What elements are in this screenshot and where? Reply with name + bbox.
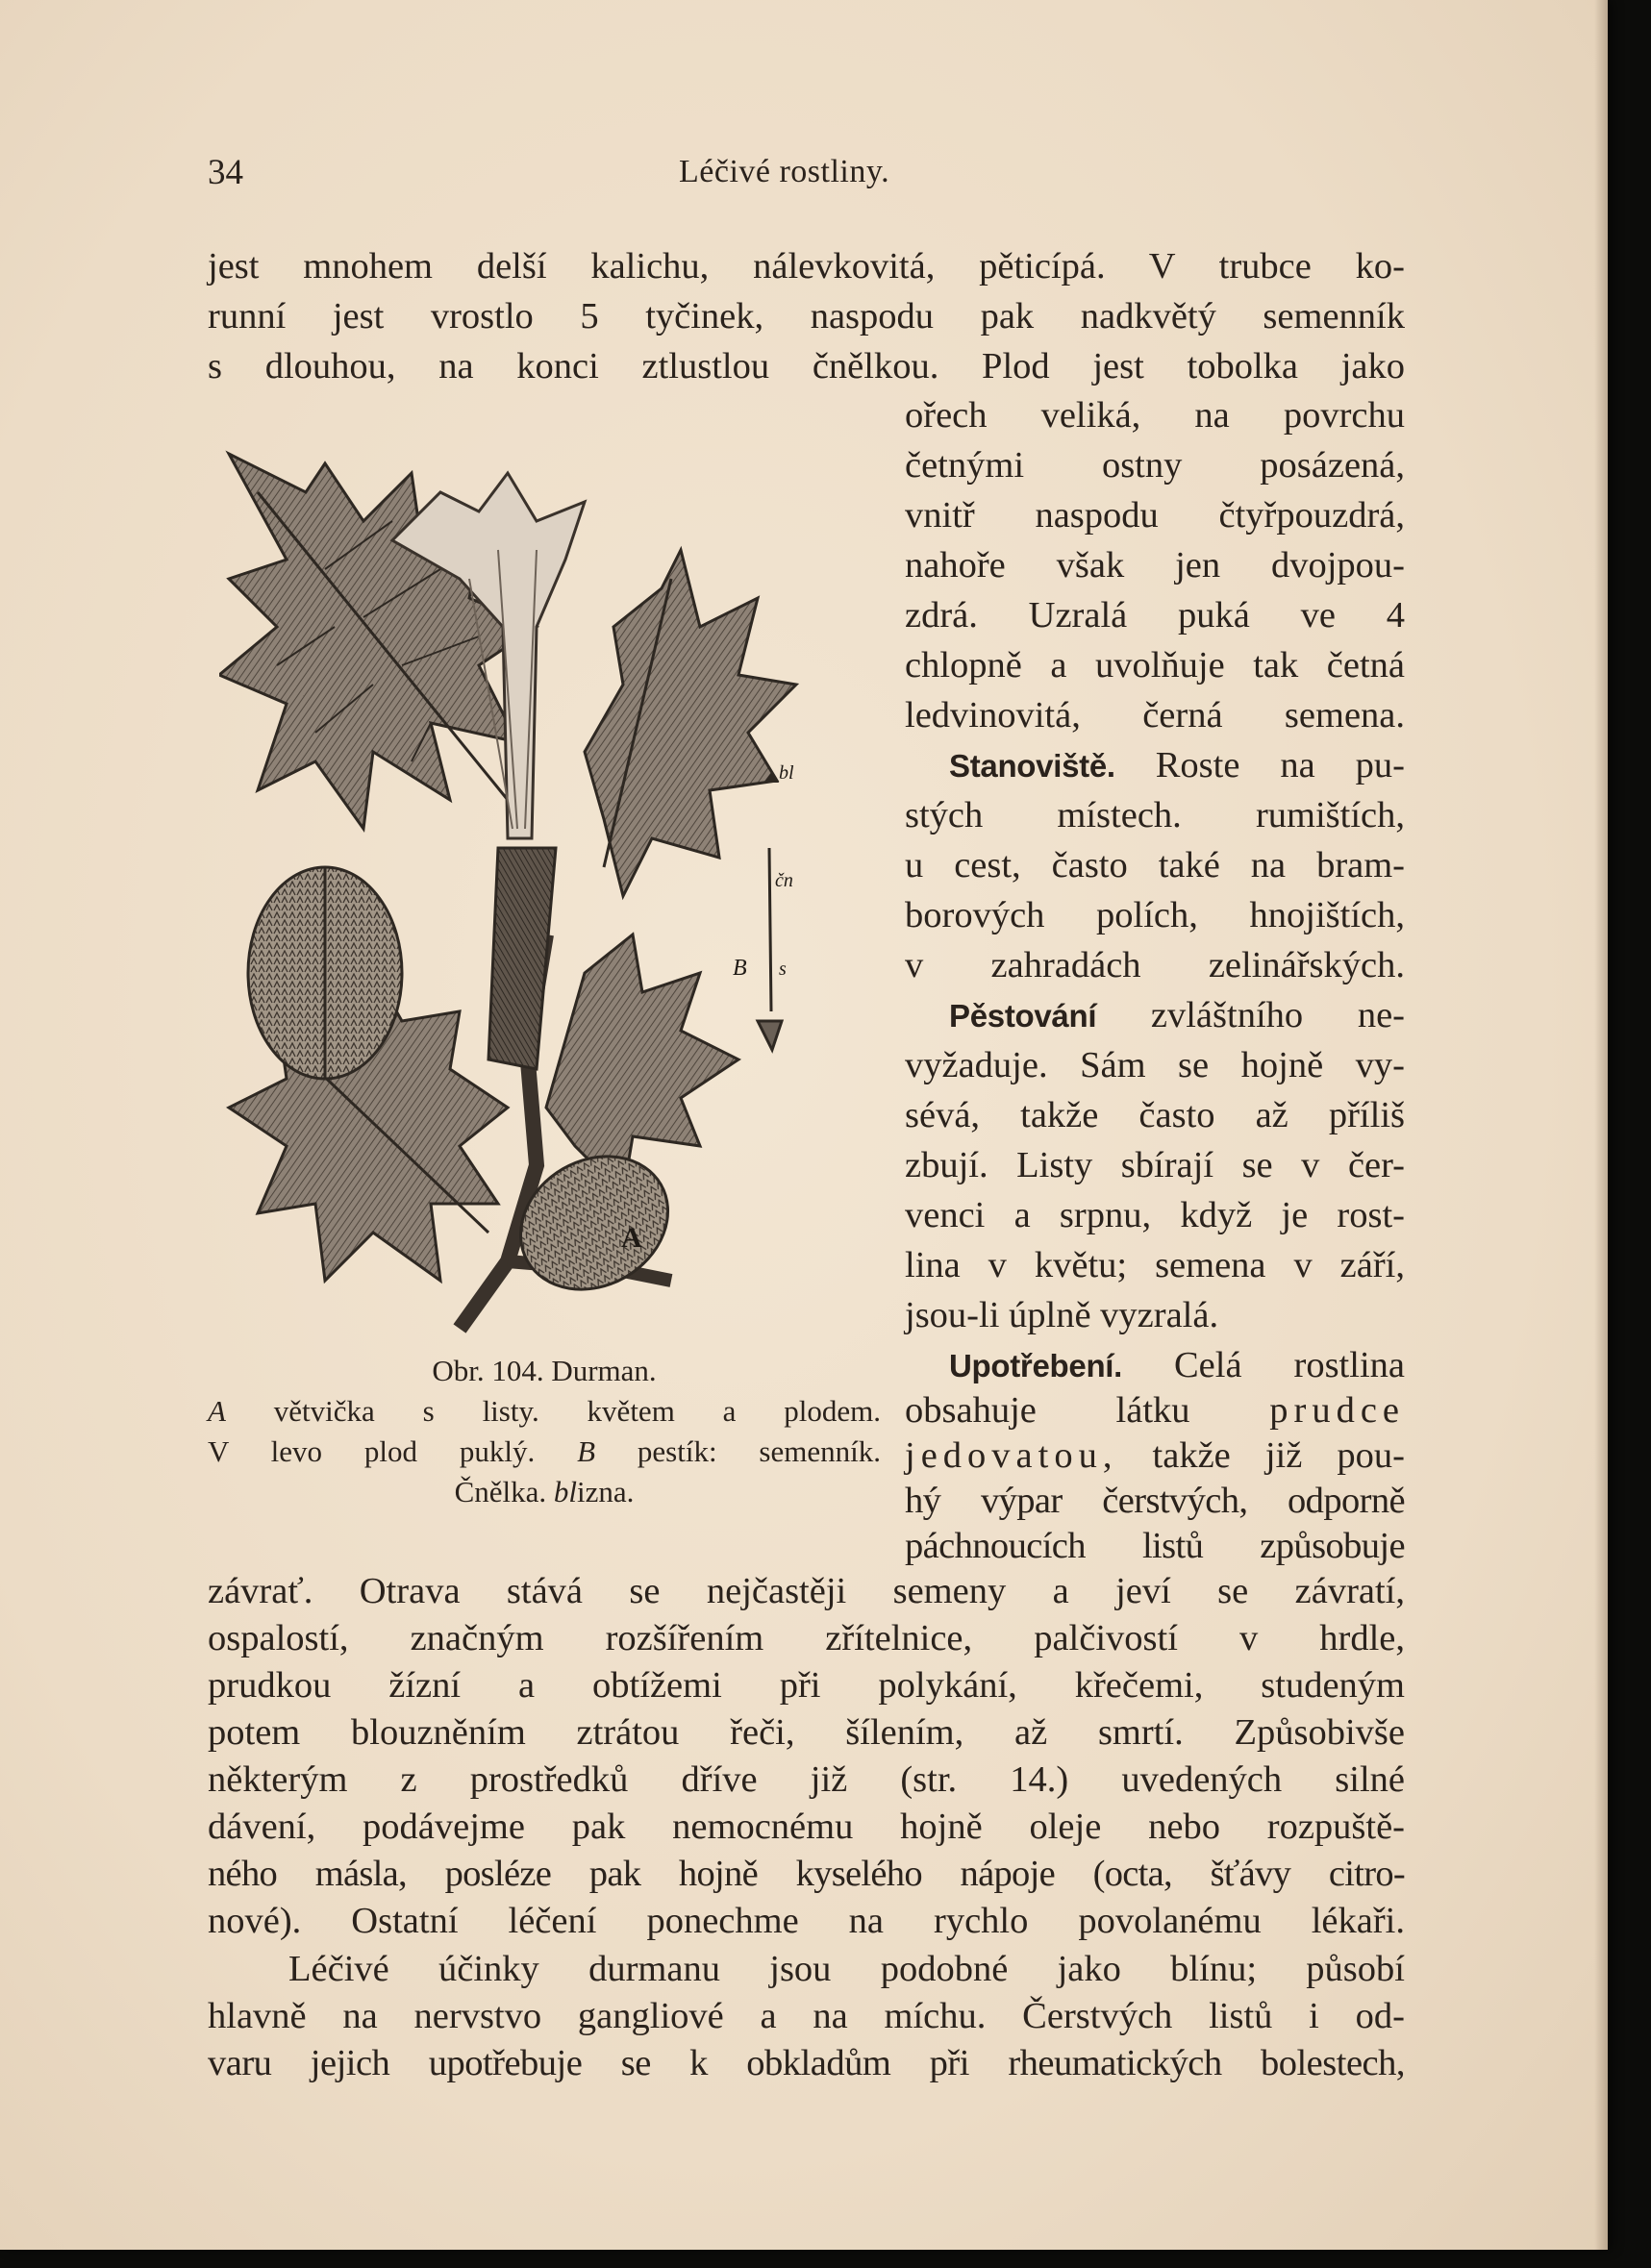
caption-italic: bl [553,1475,578,1508]
caption-text: izna. [577,1475,635,1508]
text-line [905,1437,1405,1475]
text-line: lina v květu; semena v září, [905,1245,1405,1285]
label-cn: čn [775,870,793,891]
text-line: ořech veliká, na povrchu [905,395,1405,436]
page-edge-shadow [1594,0,1608,2250]
text-run: Roste na pu- [1155,745,1406,785]
text-line: varu jejich upotřebuje se k obkladům při rheumatických bolestech, [208,2043,1405,2083]
text-line: s dlouhou, na konci ztlustlou čnělkou. Plod jest tobolka jako [208,346,1405,386]
label-b: B [733,956,747,981]
caption-title: Obr. 104. Durman. [432,1354,657,1387]
text-run: zvláštního ne- [1150,995,1405,1035]
text-line: u cest, často také na bram- [905,845,1405,885]
caption-text: větvička s listy. květem a plodem. [273,1394,881,1428]
leaf-right [585,550,796,896]
text-line: sévá, takže často až příliš [905,1095,1405,1135]
text-line: potem blouzněním ztrátou řeči, šílením, až smrtí. Způsobivše [208,1712,1405,1753]
section-heading: Upotřebení. [949,1348,1123,1383]
label-a: A [621,1222,642,1254]
text-line: Léčivé účinky durmanu jsou podobné jako blínu; působí [288,1949,1405,1989]
figure-illustration [219,435,883,1358]
text-line: v zahradách zelinářských. [905,945,1405,985]
label-s: s [779,959,787,980]
section-stanoviste [949,747,1405,785]
fruit [496,1131,692,1316]
text-run: Celá rostlina [1174,1345,1405,1385]
text-line: některým z prostředků dříve již (str. 14.) uvedených silné [208,1759,1405,1800]
text-line: ného másla, posléze pak hojně kyselého nápoje (octa, šťávy citro- [208,1854,1405,1894]
caption-line [208,1394,881,1429]
text-run: obsahuje látku [905,1390,1190,1431]
emphasis-spaced: prudce [1269,1390,1405,1431]
emphasis-spaced: jedovatou, [905,1435,1118,1476]
caption-text: V levo plod puklý. [208,1434,536,1468]
caption-line [208,1475,881,1509]
caption-text: Čnělka. [454,1475,547,1508]
text-line: ospalostí, značným rozšířením zřítelnice, palčivostí v hrdle, [208,1618,1405,1658]
text-line: ledvinovitá, černá semena. [905,695,1405,735]
caption-italic: A [208,1394,226,1428]
text-line: stých místech. rumištích, [905,795,1405,835]
text-line: vnitř naspodu čtyřpouzdrá, [905,495,1405,536]
text-line: zbují. Listy sbírají se v čer- [905,1145,1405,1185]
text-line: hý výpar čerstvých, odporně [905,1481,1405,1521]
text-line: chlopně a uvolňuje tak četná [905,645,1405,685]
text-line: nové). Ostatní léčení ponechme na rychlo povolanému lékaři. [208,1901,1405,1941]
text-line: prudkou žízní a obtížemi při polykání, křečemi, studeným [208,1665,1405,1706]
section-heading: Stanoviště. [949,748,1115,784]
caption-line [208,1434,881,1469]
caption-italic: B [577,1434,596,1468]
text-line: četnými ostny posázená, [905,445,1405,486]
text-line: jsou-li úplně vyzralá. [905,1295,1219,1335]
text-line: borových polích, hnojištích, [905,895,1405,935]
text-line: nahoře však jen dvojpou- [905,545,1405,586]
text-line: venci a srpnu, když je rost- [905,1195,1405,1235]
text-line: páchnoucích listů způsobuje [905,1526,1405,1566]
text-line: jest mnohem delší kalichu, nálevkovitá, pěticípá. V trubce ko- [208,246,1405,287]
page-number: 34 [208,153,243,192]
label-bl: bl [779,762,794,784]
text-line: zdrá. Uzralá puká ve 4 [905,595,1405,636]
section-upotrebeni [949,1347,1405,1384]
text-line: runní jest vrostlo 5 tyčinek, naspodu pak nadkvětý semenník [208,296,1405,336]
section-pestovani [949,997,1405,1034]
calyx [488,848,556,1069]
text-run: takže již pou- [1152,1435,1405,1476]
text-line: hlavně na nervstvo gangliové a na míchu. Čerstvých listů i od- [208,1996,1405,2036]
text-line [905,1392,1405,1430]
text-line: závrať. Otrava stává se nejčastěji semeny a jeví se závratí, [208,1571,1405,1611]
durman-illustration [219,435,883,1358]
text-line: dávení, podávejme pak nemocnému hojně oleje nebo rozpuště- [208,1807,1405,1847]
running-head [208,152,1405,200]
caption-text: pestík: semenník. [637,1434,881,1468]
leaf-lower-right [546,935,738,1194]
section-heading: Pěstování [949,998,1097,1034]
header-title: Léčivé rostliny. [679,154,890,189]
text-line: vyžaduje. Sám se hojně vy- [905,1045,1405,1085]
